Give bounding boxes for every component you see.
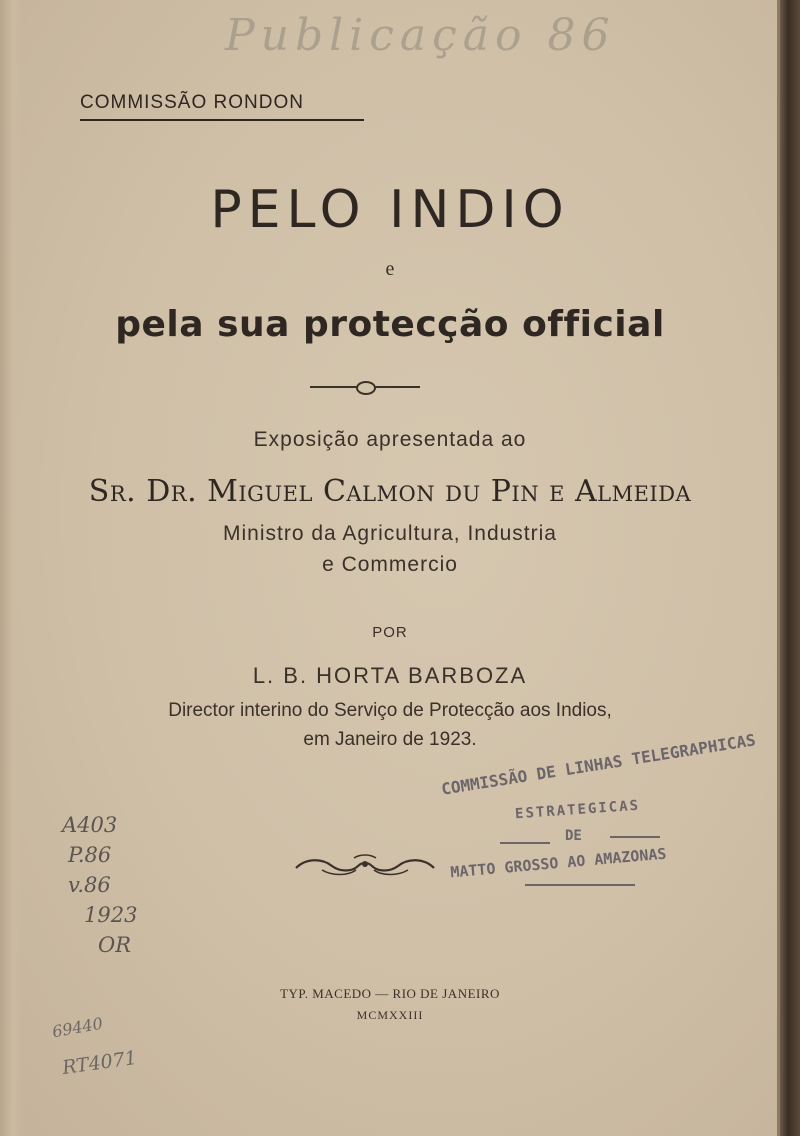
subtitle: pela sua protecção official — [115, 304, 665, 345]
handwritten-publication-note: Publicação 86 — [225, 10, 616, 61]
shelfmark-line: 1923 — [84, 903, 138, 927]
by-label: POR — [372, 624, 408, 641]
recipient-office-line1: Ministro da Agricultura, Industria — [223, 522, 557, 545]
date-line: em Janeiro de 1923. — [303, 729, 477, 750]
shelfmark-line: v.86 — [68, 873, 111, 897]
stamp-dash-right — [610, 836, 660, 838]
series-underline — [80, 119, 364, 121]
stamp-line3: DE — [565, 828, 582, 844]
printer-imprint: TYP. MACEDO — RIO DE JANEIRO — [280, 986, 500, 1001]
author-role: Director interino do Serviço de Protecção aos Indios, — [168, 700, 612, 721]
exposition-intro: Exposição apresentada ao — [253, 428, 527, 451]
recipient-name: Sr. Dr. Miguel Calmon du Pin e Almeida — [88, 474, 692, 509]
book-spine — [780, 0, 800, 1136]
ornament-knot-icon — [356, 381, 376, 395]
series-name: COMMISSÃO RONDON — [80, 92, 304, 113]
stamp-dash-bottom — [525, 884, 635, 886]
title-conjunction: e — [385, 258, 395, 280]
stamp-line4: MATTO GROSSO AO AMAZONAS — [449, 844, 668, 882]
publication-year: MCMXXIII — [356, 1008, 424, 1022]
stamp-line1: COMMISSÃO DE LINHAS TELEGRAPHICAS — [440, 730, 757, 799]
shelfmark-line: P.86 — [68, 843, 112, 867]
stamp-line2: ESTRATEGICAS — [514, 797, 641, 823]
main-title: PELO INDIO — [210, 180, 570, 240]
shelfmark-line: OR — [98, 933, 132, 957]
stamp-dash-left — [500, 842, 550, 844]
flourish-ornament-icon — [292, 852, 438, 880]
pencil-catalog-number: RT4071 — [60, 1046, 139, 1080]
pencil-accession-number: 69440 — [50, 1013, 105, 1042]
shelfmark-line: A403 — [62, 813, 118, 837]
shelfmark — [62, 810, 137, 960]
library-stamp — [430, 730, 757, 890]
recipient-office-line2: e Commercio — [322, 553, 458, 576]
author-name: L. B. HORTA BARBOZA — [252, 663, 528, 688]
